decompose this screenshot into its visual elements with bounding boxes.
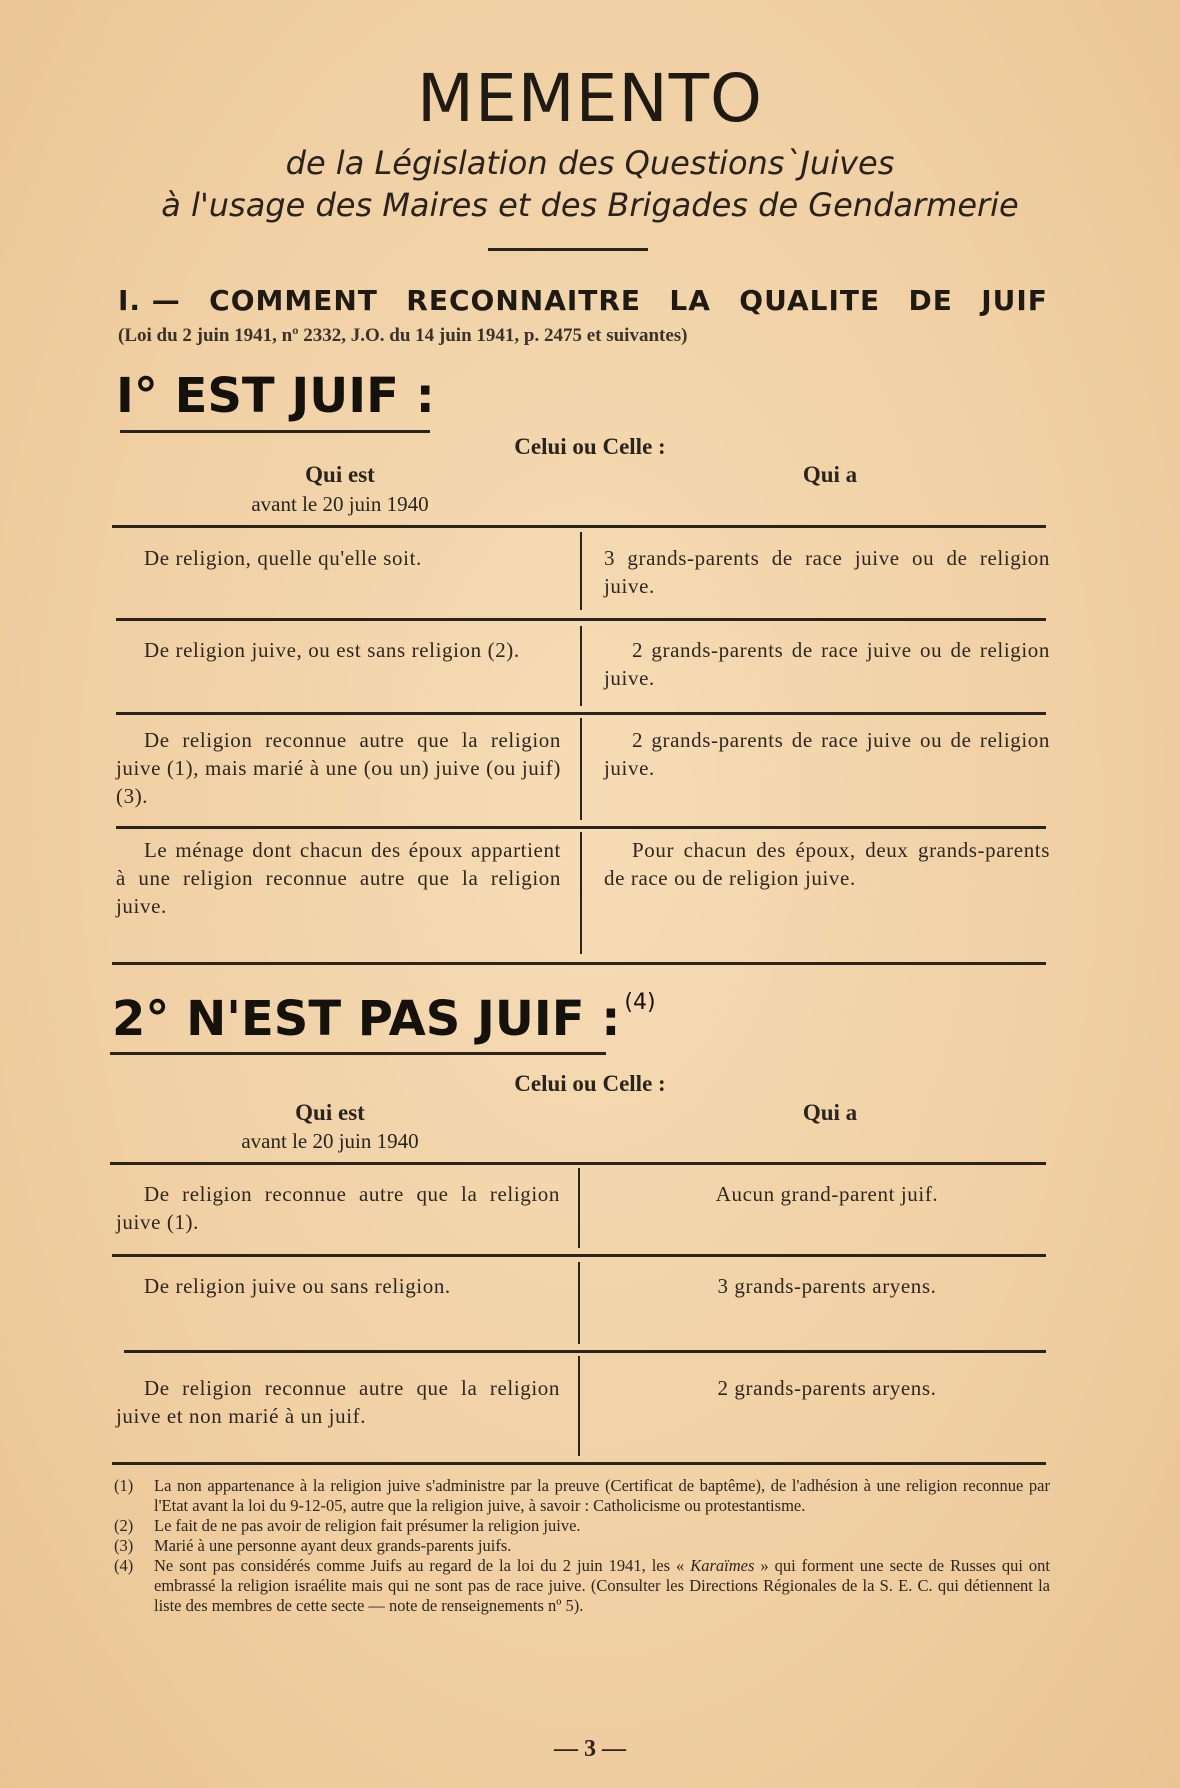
heading-word: JUIF: [981, 284, 1048, 317]
part-2-heading-rule: [110, 1052, 606, 1055]
heading-word: QUALITE: [739, 284, 881, 317]
part-2-row-rule: [112, 1254, 1046, 1257]
footnote-4: [114, 1556, 1050, 1616]
part-1-row-2-left: De religion juive, ou est sans religion (2).: [144, 638, 520, 662]
part-2-row-1-left: De religion reconnue autre que la religion juive (1).: [116, 1182, 560, 1234]
footnote-number: (1): [114, 1476, 134, 1495]
part-1-row-4-divider: [580, 832, 582, 954]
footnote-text-part: » qui forment une secte de Russes qui ont embrassé la religion israélite mais qui ne sont pas de race juive. (Consulter les Directions Régionales de la S. E. C. qui détiennent la liste des membres de cette secte — note de renseignements nº 5).: [154, 1556, 1050, 1615]
footnote-3: [114, 1536, 1050, 1556]
part-1-left-column-head: Qui est: [305, 462, 375, 487]
part-1-row-2-divider: [580, 626, 582, 706]
page-number: — 3 —: [554, 1736, 626, 1762]
footnote-emphasis: Karaïmes: [690, 1556, 755, 1575]
title-divider: [488, 248, 648, 251]
document-subtitle-line-2: à l'usage des Maires et des Brigades de Gendarmerie: [161, 186, 1019, 224]
footnote-number: (4): [114, 1556, 134, 1575]
footnote-number: (3): [114, 1536, 134, 1555]
part-1-right-column-head: Qui a: [802, 462, 858, 487]
part-2-heading-note: (4): [624, 990, 656, 1015]
part-2-row-1-divider: [578, 1168, 580, 1248]
part-1-table-bottom-rule: [112, 962, 1046, 965]
part-1-row-rule: [116, 618, 1046, 621]
part-2-heading: [112, 990, 656, 1047]
part-2-right-column-head: Qui a: [802, 1100, 858, 1125]
heading-word: RECONNAITRE: [406, 284, 642, 317]
section-1-number: I. —: [118, 284, 181, 317]
footnote-1: [114, 1476, 1050, 1516]
heading-word: COMMENT: [209, 284, 378, 317]
part-2-row-2-right: 3 grands-parents aryens.: [717, 1274, 937, 1298]
part-2-row-2-divider: [578, 1262, 580, 1344]
heading-word: DE: [908, 284, 953, 317]
heading-word: LA: [669, 284, 711, 317]
document-subtitle-line-1: de la Législation des Questions`Juives: [285, 144, 895, 182]
part-2-row-1-right: Aucun grand-parent juif.: [715, 1182, 939, 1206]
part-1-row-1-divider: [580, 532, 582, 610]
footnotes: [114, 1476, 1050, 1616]
part-2-row-2-left: De religion juive ou sans religion.: [144, 1274, 451, 1298]
part-1-heading-rule: [120, 430, 430, 433]
part-2-row-3-divider: [578, 1356, 580, 1456]
part-1-column-intro: Celui ou Celle :: [514, 434, 666, 459]
part-1-row-rule: [116, 712, 1046, 715]
part-1-row-4-left: Le ménage dont chacun des époux appartient à une religion reconnue autre que la religion juive.: [116, 838, 561, 918]
part-2-column-intro: Celui ou Celle :: [514, 1071, 666, 1096]
part-2-row-rule: [124, 1350, 1046, 1353]
footnote-text: Le fait de ne pas avoir de religion fait présumer la religion juive.: [154, 1516, 581, 1535]
footnote-2: [114, 1516, 1050, 1536]
part-1-row-1-left: De religion, quelle qu'elle soit.: [144, 546, 422, 570]
footnote-text: Marié à une personne ayant deux grands-parents juifs.: [154, 1536, 512, 1555]
part-1-heading: I° EST JUIF :: [116, 368, 435, 424]
part-1-row-rule: [116, 826, 1046, 829]
part-2-row-3-left: De religion reconnue autre que la religion juive et non marié à un juif.: [116, 1376, 560, 1428]
footnote-text: La non appartenance à la religion juive s'administre par la preuve (Certificat de baptême), de l'adhésion à une religion reconnue par l'Etat avant la loi du 9-12-05, autre que la religion juive, à savoir : Catholicisme ou protestantisme.: [154, 1476, 1050, 1515]
part-1-row-3-right: 2 grands-parents de race juive ou de religion juive.: [604, 728, 1050, 780]
section-1-heading: [118, 284, 1048, 317]
part-2-row-3-right: 2 grands-parents aryens.: [717, 1376, 937, 1400]
part-1-table-top-rule: [112, 525, 1046, 528]
footnote-text: [154, 1556, 1050, 1616]
part-1-row-3-divider: [580, 718, 582, 820]
part-2-heading-text: 2° N'EST PAS JUIF :: [112, 991, 621, 1047]
part-1-row-2-right: 2 grands-parents de race juive ou de religion juive.: [604, 638, 1050, 690]
part-1-left-column-sub: avant le 20 juin 1940: [251, 492, 429, 516]
part-1-row-1-right: 3 grands-parents de race juive ou de religion juive.: [604, 546, 1050, 598]
document-title: MEMENTO: [417, 60, 763, 137]
part-2-left-column-head: Qui est: [295, 1100, 365, 1125]
footnote-text-part: Ne sont pas considérés comme Juifs au regard de la loi du 2 juin 1941, les «: [154, 1556, 691, 1575]
part-2-table-bottom-rule: [112, 1462, 1046, 1465]
part-2-left-column-sub: avant le 20 juin 1940: [241, 1129, 419, 1153]
footnote-number: (2): [114, 1516, 134, 1535]
part-1-row-4-right: Pour chacun des époux, deux grands-parents de race ou de religion juive.: [604, 838, 1050, 890]
part-1-row-3-left: De religion reconnue autre que la religion juive (1), mais marié à une (ou un) juive (ou juif) (3).: [116, 728, 561, 808]
part-2-table-top-rule: [110, 1162, 1046, 1165]
law-reference-text: (Loi du 2 juin 1941, nº 2332, J.O. du 14 juin 1941, p. 2475 et suivantes): [118, 325, 688, 346]
section-1-law-reference: [118, 325, 1048, 347]
